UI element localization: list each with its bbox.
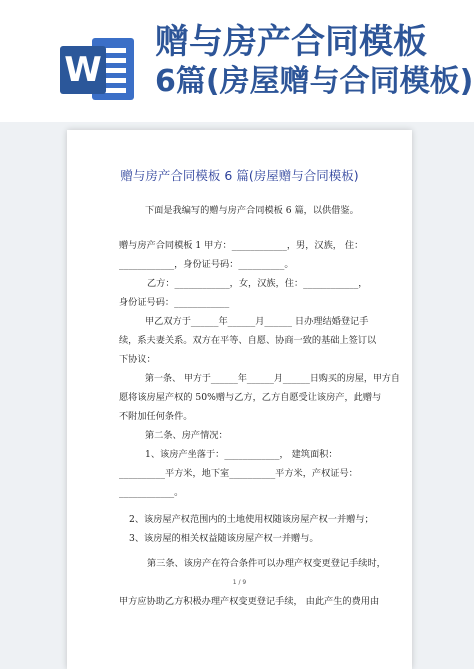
banner-title-line1: 赠与房产合同模板	[155, 22, 427, 62]
document-page	[67, 130, 412, 669]
doc-line: 2、该房屋产权范围内的土地使用权随该房屋产权一并赠与；	[129, 514, 374, 525]
doc-line-article-1: 第一条、 甲方于______年______月______日购买的房屋，甲方自	[145, 374, 400, 384]
doc-line: ____________，身份证号码：__________。	[119, 259, 294, 270]
doc-line: 不附加任何条件。	[119, 411, 193, 422]
banner-title	[155, 22, 473, 102]
doc-line-party-b: 乙方：____________，女，汉族，住：____________，	[147, 278, 368, 289]
doc-line-article-3: 第三条、该房产在符合条件可以办理产权变更登记手续时，	[147, 558, 386, 569]
page-number: 1 / 9	[232, 579, 247, 586]
banner	[0, 0, 474, 122]
doc-line: 下协议：	[119, 354, 156, 365]
doc-line: 续，系夫妻关系。双方在平等、自愿、协商一致的基础上签订以	[119, 335, 377, 346]
doc-line: 1、该房产坐落于：____________， 建筑面积：	[145, 449, 338, 460]
doc-line: 甲乙双方于______年______月______ 日办理结婚登记手	[145, 316, 369, 327]
word-document-icon	[58, 38, 136, 106]
word-w-letter: W	[60, 46, 106, 94]
doc-line: 3、该房屋的相关权益随该房屋产权一并赠与。	[129, 533, 319, 544]
doc-line-intro: 下面是我编写的赠与房产合同模板 6 篇，以供借鉴。	[145, 205, 359, 216]
doc-line-party-a: 赠与房产合同模板 1 甲方：____________，男，汉族， 住：	[119, 240, 364, 251]
banner-title-line2: 6篇(房屋赠与合同模板)	[155, 64, 473, 99]
doc-line: 身份证号码：____________	[119, 297, 230, 308]
doc-line: ____________。	[119, 487, 184, 498]
doc-line: __________平方米，地下室__________平方米，产权证号：	[119, 468, 358, 479]
document-title: 赠与房产合同模板 6 篇(房屋赠与合同模板)	[120, 168, 359, 183]
doc-line-article-2: 第二条、房产情况：	[145, 430, 228, 441]
doc-line: 愿将该房屋产权的 50%赠与乙方，乙方自愿受让该房产，此赠与	[119, 392, 382, 403]
doc-line: 甲方应协助乙方积极办理产权变更登记手续， 由此产生的费用由	[119, 596, 380, 607]
